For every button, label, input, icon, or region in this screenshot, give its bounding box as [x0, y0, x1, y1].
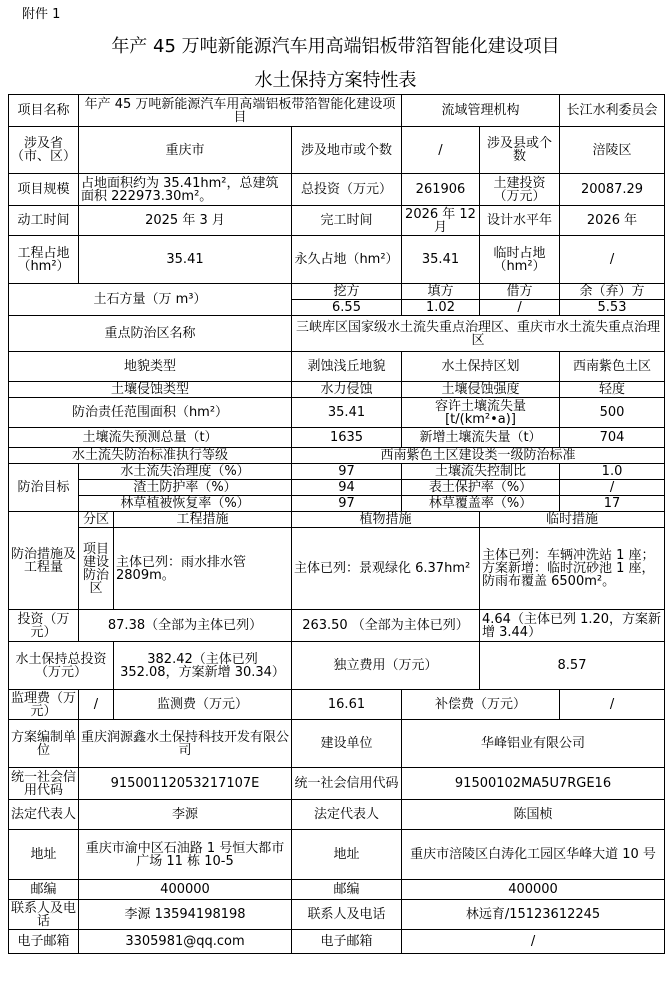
target-name: 林草植被恢复率（%）	[79, 496, 292, 512]
label-city: 涉及地市或个数	[292, 127, 402, 174]
row-landform	[9, 352, 665, 382]
row-address	[9, 830, 665, 880]
value-erosion-intensity: 轻度	[560, 382, 665, 398]
label-compensation-fee: 补偿费（万元）	[402, 690, 560, 720]
value-start-time: 2025 年 3 月	[79, 206, 292, 236]
value-postcode: 400000	[402, 880, 665, 900]
value-email: /	[402, 930, 665, 954]
label-key-zone: 重点防治区名称	[9, 316, 292, 352]
row-scale	[9, 174, 665, 206]
value-civil-invest: 20087.29	[560, 174, 665, 206]
value-basin-authority: 长江水利委员会	[560, 95, 665, 127]
label-county: 涉及县或个数	[480, 127, 560, 174]
value-land-area: 35.41	[79, 236, 292, 284]
target-name: 土壤流失控制比	[402, 464, 560, 480]
row-postcode	[9, 880, 665, 900]
value-landform: 剥蚀浅丘地貌	[292, 352, 402, 382]
value-postcode: 400000	[79, 880, 292, 900]
label-project-name: 项目名称	[9, 95, 79, 127]
label-contact: 联系人及电话	[292, 900, 402, 930]
label-credit-code: 统一社会信用代码	[292, 768, 402, 800]
invest-engineering: 87.38（全部为主体已列）	[79, 610, 292, 642]
row-units	[9, 720, 665, 768]
row-measures-header	[9, 512, 665, 528]
label-standard: 水土流失防治标准执行等级	[9, 448, 292, 464]
feature-table	[8, 94, 665, 954]
target-name: 林草覆盖率（%）	[402, 496, 560, 512]
label-temporary-land: 临时占地（hm²）	[480, 236, 560, 284]
value-soil-zoning: 西南紫色土区	[560, 352, 665, 382]
row-total-investment	[9, 642, 665, 690]
target-name: 渣土防护率（%）	[79, 480, 292, 496]
label-soil-zoning: 水土保持区划	[402, 352, 560, 382]
label-measures: 防治措施及工程量	[9, 512, 79, 610]
value-compensation-fee: /	[560, 690, 665, 720]
label-monitoring-fee: 监测费（万元）	[114, 690, 292, 720]
label-erosion-intensity: 土壤侵蚀强度	[402, 382, 560, 398]
label-design-year: 设计水平年	[480, 206, 560, 236]
row-credit-code	[9, 768, 665, 800]
row-location	[9, 127, 665, 174]
value-email: 3305981@qq.com	[79, 930, 292, 954]
header-borrow: 借方	[480, 284, 560, 300]
value-county: 涪陵区	[560, 127, 665, 174]
row-standard	[9, 448, 665, 464]
label-allowable-loss: 容许土壤流失量[t/(km²•a)]	[402, 398, 560, 428]
row-legal-rep	[9, 800, 665, 830]
value-address: 重庆市涪陵区白涛化工园区华峰大道 10 号	[402, 830, 665, 880]
engineering-measures: 主体已列：雨水排水管 2809m。	[114, 528, 292, 610]
target-value: 94	[292, 480, 402, 496]
label-responsibility-area: 防治责任范围面积（hm²）	[9, 398, 292, 428]
document-title: 年产 45 万吨新能源汽车用高端铝板带箔智能化建设项目	[111, 36, 560, 57]
header-zone: 分区	[79, 512, 114, 528]
header-engineering: 工程措施	[114, 512, 292, 528]
row-land	[9, 236, 665, 284]
header-temporary: 临时措施	[480, 512, 665, 528]
value-legal-rep: 陈国桢	[402, 800, 665, 830]
value-spoil: 5.53	[560, 300, 665, 316]
target-value: 97	[292, 496, 402, 512]
target-value: 17	[560, 496, 665, 512]
attachment-label: 附件 1	[22, 7, 61, 22]
label-postcode: 邮编	[9, 880, 79, 900]
label-investment: 投资（万元）	[9, 610, 79, 642]
value-new-loss: 704	[560, 428, 665, 448]
header-fill: 填方	[402, 284, 480, 300]
label-supervision-fee: 监理费（万元）	[9, 690, 79, 720]
row-earthwork-header	[9, 284, 665, 300]
value-end-time: 2026 年 12 月	[402, 206, 480, 236]
target-value: 97	[292, 464, 402, 480]
row-erosion	[9, 382, 665, 398]
row-target-3	[9, 496, 665, 512]
value-borrow: /	[480, 300, 560, 316]
value-standard: 西南紫色土区建设类一级防治标准	[292, 448, 665, 464]
header-excavation: 挖方	[292, 284, 402, 300]
row-investment	[9, 610, 665, 642]
label-start-time: 动工时间	[9, 206, 79, 236]
row-schedule	[9, 206, 665, 236]
target-value: 1.0	[560, 464, 665, 480]
label-province: 涉及省（市、区）	[9, 127, 79, 174]
row-loss-prediction	[9, 428, 665, 448]
value-allowable-loss: 500	[560, 398, 665, 428]
label-basin-authority: 流域管理机构	[402, 95, 560, 127]
target-value: /	[560, 480, 665, 496]
row-key-zone	[9, 316, 665, 352]
value-monitoring-fee: 16.61	[292, 690, 402, 720]
value-credit-code: 91500102MA5U7RGE16	[402, 768, 665, 800]
row-contact	[9, 900, 665, 930]
label-legal-rep: 法定代表人	[292, 800, 402, 830]
label-plan-unit: 方案编制单位	[9, 720, 79, 768]
invest-temporary: 4.64（主体已列 1.20，方案新增 3.44）	[480, 610, 665, 642]
label-email: 电子邮箱	[292, 930, 402, 954]
value-erosion-type: 水力侵蚀	[292, 382, 402, 398]
label-landform: 地貌类型	[9, 352, 292, 382]
label-scale: 项目规模	[9, 174, 79, 206]
label-land-area: 工程占地（hm²）	[9, 236, 79, 284]
value-independent-fee: 8.57	[480, 642, 665, 690]
row-project-name	[9, 95, 665, 127]
label-legal-rep: 法定代表人	[9, 800, 79, 830]
header-spoil: 余（弃）方	[560, 284, 665, 300]
value-excavation: 6.55	[292, 300, 402, 316]
label-independent-fee: 独立费用（万元）	[292, 642, 480, 690]
value-contact: 林远育/15123612245	[402, 900, 665, 930]
label-end-time: 完工时间	[292, 206, 402, 236]
value-builder: 华峰铝业有限公司	[402, 720, 665, 768]
value-credit-code: 91500112053217107E	[79, 768, 292, 800]
table-title: 水土保持方案特性表	[254, 70, 417, 91]
label-total-investment: 水土保持总投资（万元）	[9, 642, 114, 690]
label-earthwork: 土石方量（万 m³）	[9, 284, 292, 316]
value-responsibility-area: 35.41	[292, 398, 402, 428]
row-fees	[9, 690, 665, 720]
value-scale: 占地面积约为 35.41hm²，总建筑面积 222973.30m²。	[79, 174, 292, 206]
value-fill: 1.02	[402, 300, 480, 316]
label-erosion-type: 土壤侵蚀类型	[9, 382, 292, 398]
zone-name: 项目建设防治区	[79, 528, 114, 610]
value-address: 重庆市渝中区石油路 1 号恒大都市广场 11 栋 10-5	[79, 830, 292, 880]
target-name: 表土保护率（%）	[402, 480, 560, 496]
invest-plant: 263.50 （全部为主体已列）	[292, 610, 480, 642]
temporary-measures: 主体已列：车辆冲洗站 1 座；方案新增：临时沉砂池 1 座，防雨布覆盖 6500m²。	[480, 528, 665, 610]
value-province: 重庆市	[79, 127, 292, 174]
value-total-investment: 382.42（主体已列 352.08，方案新增 30.34）	[114, 642, 292, 690]
value-design-year: 2026 年	[560, 206, 665, 236]
label-predicted-loss: 土壤流失预测总量（t）	[9, 428, 292, 448]
plant-measures: 主体已列：景观绿化 6.37hm²	[292, 528, 480, 610]
label-civil-invest: 土建投资（万元）	[480, 174, 560, 206]
label-permanent-land: 永久占地（hm²）	[292, 236, 402, 284]
row-measures	[9, 528, 665, 610]
value-supervision-fee: /	[79, 690, 114, 720]
value-permanent-land: 35.41	[402, 236, 480, 284]
value-legal-rep: 李源	[79, 800, 292, 830]
label-postcode: 邮编	[292, 880, 402, 900]
label-targets: 防治目标	[9, 464, 79, 512]
row-responsibility	[9, 398, 665, 428]
row-target-2	[9, 480, 665, 496]
label-email: 电子邮箱	[9, 930, 79, 954]
label-credit-code: 统一社会信用代码	[9, 768, 79, 800]
row-email	[9, 930, 665, 954]
target-name: 水土流失治理度（%）	[79, 464, 292, 480]
label-address: 地址	[9, 830, 79, 880]
header-plant: 植物措施	[292, 512, 480, 528]
label-address: 地址	[292, 830, 402, 880]
value-contact: 李源 13594198198	[79, 900, 292, 930]
label-builder: 建设单位	[292, 720, 402, 768]
label-total-invest: 总投资（万元）	[292, 174, 402, 206]
value-key-zone: 三峡库区国家级水土流失重点治理区、重庆市水土流失重点治理区	[292, 316, 665, 352]
row-target-1	[9, 464, 665, 480]
value-plan-unit: 重庆润源鑫水土保持科技开发有限公司	[79, 720, 292, 768]
label-contact: 联系人及电话	[9, 900, 79, 930]
value-predicted-loss: 1635	[292, 428, 402, 448]
value-total-invest: 261906	[402, 174, 480, 206]
value-project-name: 年产 45 万吨新能源汽车用高端铝板带箔智能化建设项目	[79, 95, 402, 127]
value-city: /	[402, 127, 480, 174]
label-new-loss: 新增土壤流失量（t）	[402, 428, 560, 448]
value-temporary-land: /	[560, 236, 665, 284]
